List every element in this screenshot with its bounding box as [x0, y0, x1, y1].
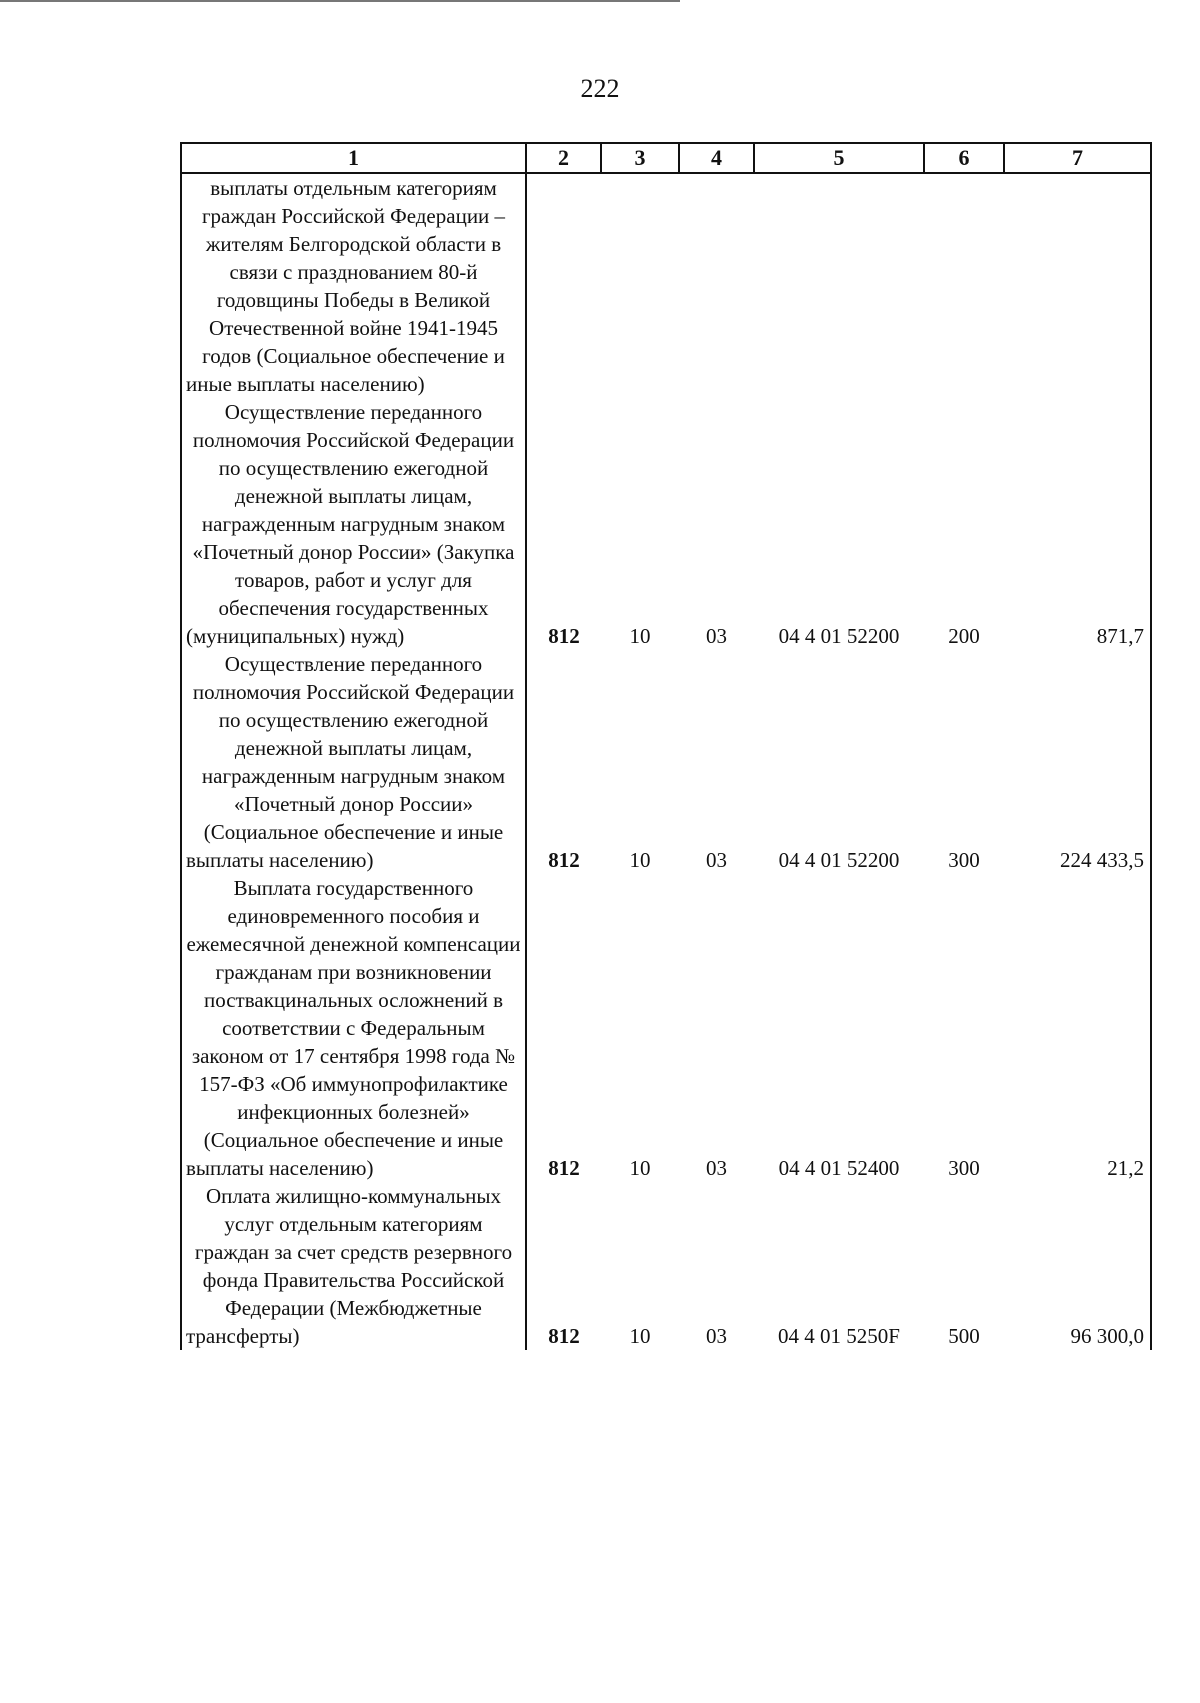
- cell-col-3: 10: [629, 1324, 651, 1348]
- row-description: Осуществление переданного полномочия Российской Федерации по осуществлению ежегодной денежной выплаты лицам, награжденным нагрудным знаком «Почетный донор России» (Закупка товаров, работ и услуг для обеспечения государственных (муниципальных) нужд): [181, 398, 526, 650]
- cell-col-7: 224 433,5: [1004, 650, 1151, 874]
- cell-col-3: 10: [629, 1156, 651, 1180]
- cell-col-6: [924, 173, 1004, 398]
- table-row: [181, 650, 1151, 874]
- row-description: Выплата государственного единовременного пособия и ежемесячной денежной компенсации гражданам при возникновении поствакцинальных осложнений в соответствии с Федеральным законом от 17 сентября 1998 года № 157-ФЗ «Об иммунопрофилактике инфекционных болезней» (Социальное обеспечение и иные выплаты населению): [181, 874, 526, 1182]
- budget-table: [180, 142, 1152, 1350]
- cell-col-6: 300: [948, 848, 980, 872]
- cell-col-5: 04 4 01 5250F: [778, 1324, 900, 1348]
- header-col-4: 4: [679, 143, 754, 173]
- row-description: Осуществление переданного полномочия Российской Федерации по осуществлению ежегодной денежной выплаты лицам, награжденным нагрудным знаком «Почетный донор России» (Социальное обеспечение и иные выплаты населению): [181, 650, 526, 874]
- cell-col-4: [679, 173, 754, 398]
- table-row: [181, 874, 1151, 1182]
- header-col-3: 3: [601, 143, 679, 173]
- cell-col-5: 04 4 01 52400: [778, 1156, 900, 1180]
- cell-col-3: [601, 173, 679, 398]
- cell-col-4: 03: [706, 848, 727, 872]
- cell-col-4: 03: [706, 1324, 727, 1348]
- table-row: [181, 173, 1151, 398]
- cell-col-5: 04 4 01 52200: [778, 848, 900, 872]
- cell-col-2: 812: [548, 624, 580, 648]
- header-col-2: 2: [526, 143, 601, 173]
- budget-table-sheet: [180, 142, 1150, 1605]
- cell-col-2: 812: [548, 848, 580, 872]
- cell-col-6: 500: [948, 1324, 980, 1348]
- cell-col-4: 03: [706, 624, 727, 648]
- header-row: [181, 143, 1151, 173]
- top-scan-rule: [0, 0, 680, 2]
- cell-col-7: 871,7: [1004, 398, 1151, 650]
- table-row: [181, 1182, 1151, 1350]
- cell-col-3: 10: [629, 624, 651, 648]
- header-col-5: 5: [754, 143, 924, 173]
- cell-col-6: 300: [948, 1156, 980, 1180]
- cell-col-2: 812: [548, 1324, 580, 1348]
- cell-col-7: 21,2: [1004, 874, 1151, 1182]
- table-row: [181, 398, 1151, 650]
- cell-col-3: 10: [629, 848, 651, 872]
- cell-col-6: 200: [948, 624, 980, 648]
- page-number: 222: [580, 74, 620, 103]
- row-description: выплаты отдельным категориям граждан Российской Федерации – жителям Белгородской области в связи с празднованием 80-й годовщины Победы в Великой Отечественной войне 1941-1945 годов (Социальное обеспечение и иные выплаты населению): [181, 173, 526, 398]
- row-description: Оплата жилищно-коммунальных услуг отдельным категориям граждан за счет средств резервного фонда Правительства Российской Федерации (Межбюджетные трансферты): [181, 1182, 526, 1350]
- cell-col-7: [1004, 173, 1151, 398]
- header-col-7: 7: [1004, 143, 1151, 173]
- header-col-1: 1: [181, 143, 526, 173]
- cell-col-5: 04 4 01 52200: [778, 624, 900, 648]
- header-col-6: 6: [924, 143, 1004, 173]
- cell-col-5: [754, 173, 924, 398]
- cell-col-2: 812: [548, 1156, 580, 1180]
- cell-col-2: [526, 173, 601, 398]
- cell-col-7: 96 300,0: [1004, 1182, 1151, 1350]
- cell-col-4: 03: [706, 1156, 727, 1180]
